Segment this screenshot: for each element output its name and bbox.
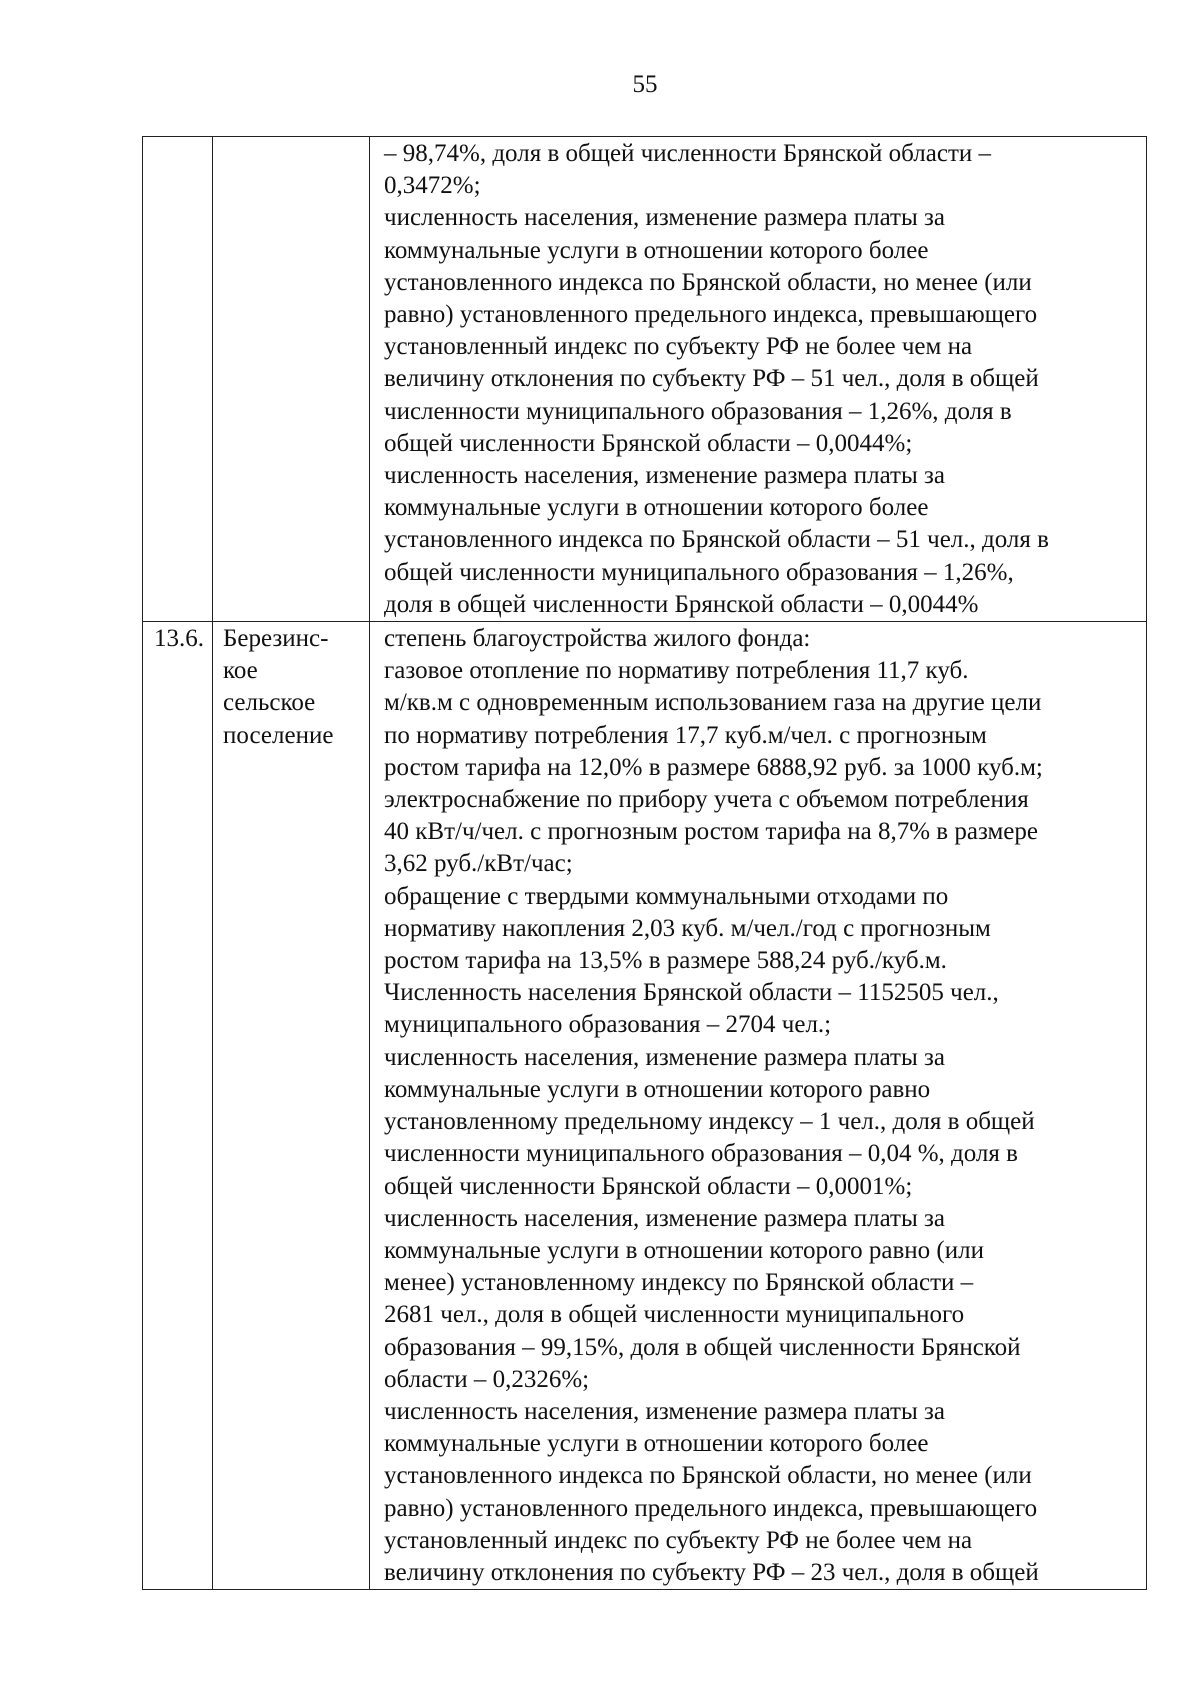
text-line: установленного индекса по Брянской области – 51 чел., доля в bbox=[384, 526, 1049, 554]
name-line: поселение bbox=[223, 721, 334, 749]
table-row bbox=[143, 622, 1147, 1590]
text-line: образования – 99,15%, доля в общей численности Брянской bbox=[384, 1333, 1021, 1361]
text-line: газовое отопление по нормативу потребления 11,7 куб. bbox=[384, 657, 969, 685]
text-line: общей численности муниципального образования – 1,26%, bbox=[384, 558, 1014, 586]
description-cell bbox=[370, 137, 1147, 622]
text-line: величину отклонения по субъекту РФ – 51 чел., доля в общей bbox=[384, 365, 1039, 393]
name-line: кое bbox=[223, 657, 258, 685]
settlement-name-cell bbox=[213, 137, 370, 622]
text-line: коммунальные услуги в отношении которого более bbox=[384, 236, 929, 264]
text-line: обращение с твердыми коммунальными отходами по bbox=[384, 882, 949, 910]
text-line: области – 0,2326%; bbox=[384, 1365, 590, 1393]
text-line: ростом тарифа на 12,0% в размере 6888,92 руб. за 1000 куб.м; bbox=[384, 753, 1043, 781]
text-line: – 98,74%, доля в общей численности Брянской области – bbox=[384, 140, 991, 167]
text-line: величину отклонения по субъекту РФ – 23 чел., доля в общей bbox=[384, 1558, 1039, 1586]
name-line: Березинс- bbox=[223, 625, 329, 653]
page-number: 55 bbox=[632, 71, 658, 98]
text-line: 3,62 руб./кВт/час; bbox=[384, 850, 573, 878]
text-line: численность населения, изменение размера платы за bbox=[384, 204, 945, 232]
text-line: муниципального образования – 2704 чел.; bbox=[384, 1011, 832, 1039]
text-line: м/кв.м с одновременным использованием газа на другие цели bbox=[384, 689, 1042, 717]
text-line: общей численности Брянской области – 0,0044%; bbox=[384, 429, 913, 457]
text-line: степень благоустройства жилого фонда: bbox=[384, 625, 811, 653]
text-line: общей численности Брянской области – 0,0001%; bbox=[384, 1172, 913, 1200]
row-number-cell: 13.6. bbox=[143, 622, 213, 1590]
text-line: ростом тарифа на 13,5% в размере 588,24 руб./куб.м. bbox=[384, 947, 947, 975]
text-line: коммунальные услуги в отношении которого более bbox=[384, 494, 929, 522]
text-line: нормативу накопления 2,03 куб. м/чел./год с прогнозным bbox=[384, 914, 991, 942]
text-line: установленного индекса по Брянской области, но менее (или bbox=[384, 1462, 1032, 1490]
text-line: установленный индекс по субъекту РФ не более чем на bbox=[384, 1526, 973, 1554]
table-row bbox=[143, 137, 1147, 622]
text-line: численности муниципального образования – 0,04 %, доля в bbox=[384, 1140, 1018, 1168]
text-line: равно) установленного предельного индекса, превышающего bbox=[384, 301, 1038, 329]
text-line: 40 кВт/ч/чел. с прогнозным ростом тарифа на 8,7% в размере bbox=[384, 818, 1038, 846]
text-line: Численность населения Брянской области – 1152505 чел., bbox=[384, 979, 999, 1007]
text-line: численность населения, изменение размера платы за bbox=[384, 1204, 945, 1232]
text-line: по нормативу потребления 17,7 куб.м/чел. с прогнозным bbox=[384, 721, 987, 749]
text-line: менее) установленному индексу по Брянской области – bbox=[384, 1269, 974, 1297]
text-line: численность населения, изменение размера платы за bbox=[384, 462, 945, 490]
text-line: установленному предельному индексу – 1 чел., доля в общей bbox=[384, 1108, 1035, 1136]
text-line: доля в общей численности Брянской области – 0,0044% bbox=[384, 590, 979, 618]
text-line: коммунальные услуги в отношении которого равно bbox=[384, 1075, 931, 1103]
text-line: численность населения, изменение размера платы за bbox=[384, 1043, 945, 1071]
text-line: 2681 чел., доля в общей численности муниципального bbox=[384, 1301, 965, 1329]
settlement-name-cell bbox=[213, 622, 370, 1590]
description-cell bbox=[370, 622, 1147, 1590]
text-line: равно) установленного предельного индекса, превышающего bbox=[384, 1494, 1038, 1522]
text-line: коммунальные услуги в отношении которого более bbox=[384, 1430, 929, 1458]
text-line: численности муниципального образования – 1,26%, доля в bbox=[384, 397, 1012, 425]
text-line: электроснабжение по прибору учета с объемом потребления bbox=[384, 786, 1029, 814]
name-line: сельское bbox=[223, 689, 316, 717]
text-line: 0,3472%; bbox=[384, 172, 481, 200]
text-line: установленный индекс по субъекту РФ не более чем на bbox=[384, 333, 973, 361]
row-number-cell bbox=[143, 137, 213, 622]
text-line: установленного индекса по Брянской области, но менее (или bbox=[384, 268, 1032, 296]
data-table bbox=[142, 136, 1147, 1590]
text-line: численность населения, изменение размера платы за bbox=[384, 1397, 945, 1425]
text-line: коммунальные услуги в отношении которого равно (или bbox=[384, 1236, 984, 1264]
